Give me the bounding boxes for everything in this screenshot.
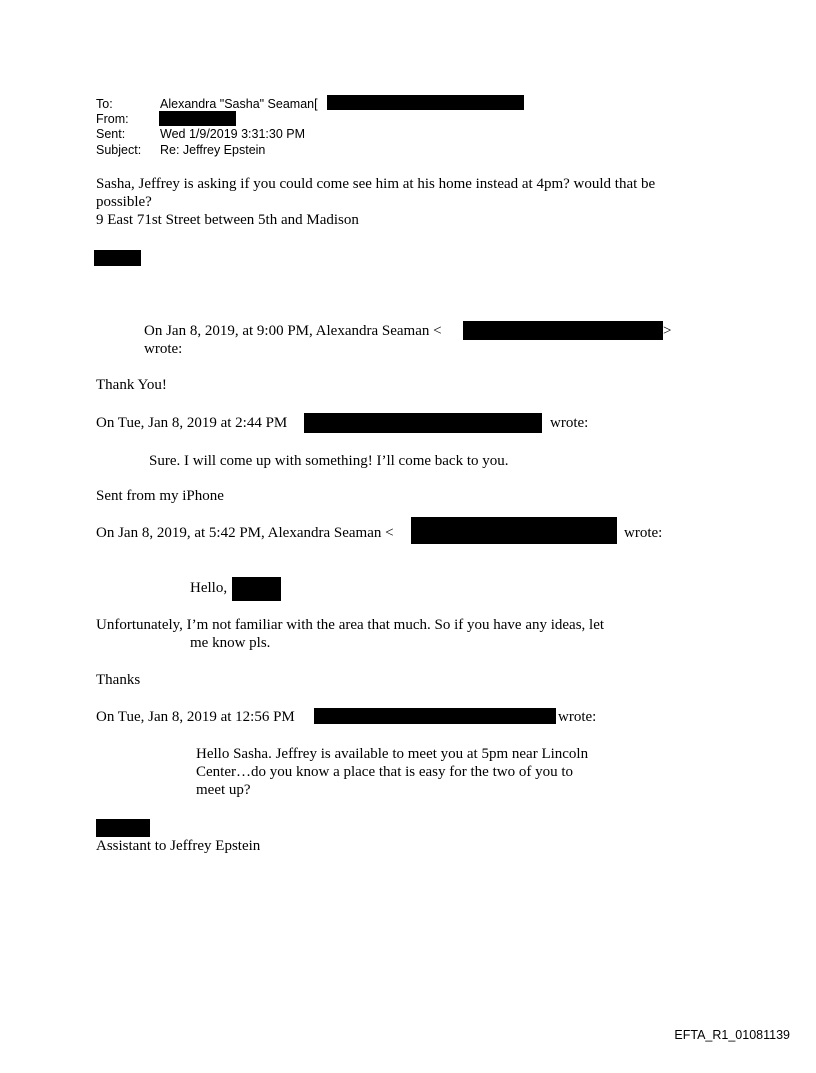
body-line: Sasha, Jeffrey is asking if you could come see him at his home instead at 4pm? would that be — [96, 176, 656, 192]
quote-header: On Tue, Jan 8, 2019 at 12:56 PM — [96, 709, 295, 725]
quote-header-end: > — [663, 323, 672, 339]
body-line: meet up? — [196, 782, 251, 798]
redaction-box — [463, 321, 663, 340]
to-label: To: — [96, 97, 113, 111]
redaction-box — [304, 413, 542, 433]
from-label: From: — [96, 112, 129, 126]
body-line: Unfortunately, I’m not familiar with the area that much. So if you have any ideas, let — [96, 617, 605, 633]
redaction-box — [96, 819, 150, 837]
body-line: Center…do you know a place that is easy for the two of you to — [196, 764, 573, 780]
body-line: 9 East 71st Street between 5th and Madison — [96, 212, 359, 228]
subject-value: Re: Jeffrey Epstein — [160, 143, 266, 157]
body-line: me know pls. — [190, 635, 271, 651]
sent-label: Sent: — [96, 127, 126, 141]
to-value: Alexandra "Sasha" Seaman[ — [160, 97, 318, 111]
quote-header: wrote: — [144, 341, 183, 357]
body-line: Thank You! — [96, 377, 167, 393]
redaction-box — [314, 708, 556, 724]
body-line: Sent from my iPhone — [96, 488, 224, 504]
body-line: Thanks — [96, 672, 141, 688]
quote-header: wrote: — [624, 525, 663, 541]
subject-label: Subject: — [96, 143, 142, 157]
sent-value: Wed 1/9/2019 3:31:30 PM — [160, 127, 306, 141]
redaction-box — [411, 517, 617, 544]
body-line: Sure. I will come up with something! I’ll come back to you. — [149, 453, 509, 469]
signature: Assistant to Jeffrey Epstein — [96, 838, 261, 854]
redaction-box — [232, 577, 281, 601]
document-id: EFTA_R1_01081139 — [674, 1028, 790, 1042]
quote-header: On Jan 8, 2019, at 5:42 PM, Alexandra Seaman < — [96, 525, 394, 541]
body-line: Hello Sasha. Jeffrey is available to meet you at 5pm near Lincoln — [196, 746, 589, 762]
quote-header: wrote: — [550, 415, 589, 431]
redaction-box — [327, 95, 524, 110]
quote-header: On Tue, Jan 8, 2019 at 2:44 PM — [96, 415, 288, 431]
redaction-box — [159, 111, 236, 126]
redaction-box — [94, 250, 141, 266]
quote-header: On Jan 8, 2019, at 9:00 PM, Alexandra Seaman < — [144, 323, 442, 339]
greeting: Hello, — [190, 580, 228, 596]
body-line: possible? — [96, 194, 152, 210]
quote-header: wrote: — [558, 709, 597, 725]
